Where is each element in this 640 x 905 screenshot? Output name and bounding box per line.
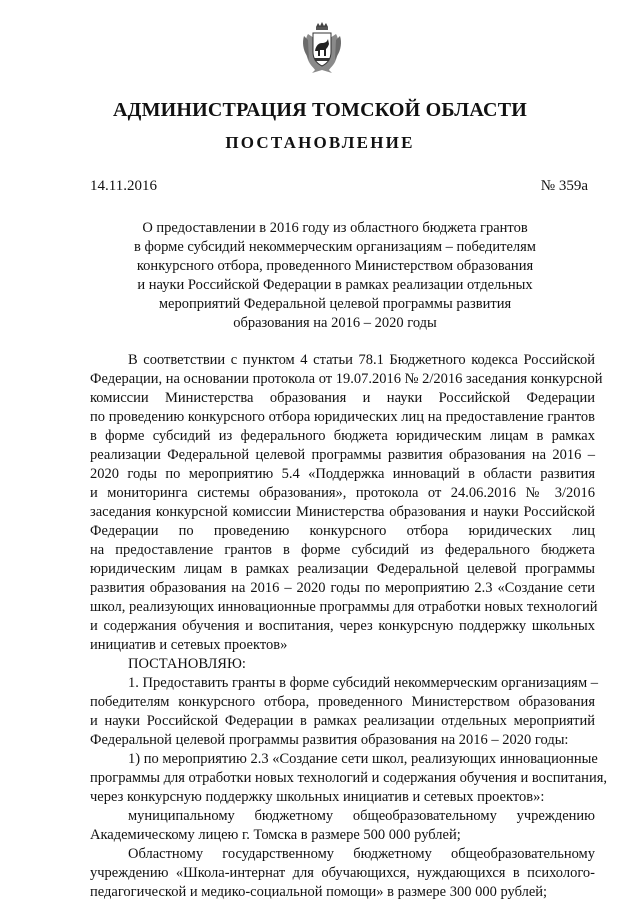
text-line: по проведению конкурсного отбора юридических лиц на предоставление грантов (90, 409, 595, 425)
coat-of-arms-emblem (302, 20, 342, 76)
text-line: муниципальному бюджетному общеобразовательному учреждению (128, 808, 595, 824)
text-line: Федеральной целевой программы развития образования на 2016 – 2020 годы: (90, 732, 569, 748)
document-date: 14.11.2016 (90, 178, 157, 194)
text-line: программы для отработки новых технологий и содержания обучения и воспитания, (90, 770, 607, 786)
text-line: развития образования на 2016 – 2020 годы по мероприятию 2.3 «Создание сети (90, 580, 595, 596)
text-line: Областному государственному бюджетному общеобразовательному (128, 846, 595, 862)
text-line: в форме субсидий из федерального бюджета юридическим лицам в рамках (90, 428, 595, 444)
text-line: 1) по мероприятию 2.3 «Создание сети школ, реализующих инновационные (128, 751, 598, 767)
text-line: Федерации по проведению конкурсного отбора юридических лиц (90, 523, 595, 539)
text-line: инициатив и сетевых проектов» (90, 637, 288, 653)
subject-line: мероприятий Федеральной целевой программы развития (158, 296, 512, 312)
item-1-paragraph (90, 674, 598, 750)
subject-line: О предоставлении в 2016 году из областного бюджета грантов (142, 220, 528, 236)
document-number: № 359а (540, 178, 588, 194)
text-line: победителям конкурсного отбора, проведенного Министерством образования (90, 694, 595, 710)
text-line: реализации Федеральной целевой программы развития образования на 2016 – (90, 447, 595, 463)
text-line: В соответствии с пунктом 4 статьи 78.1 Бюджетного кодекса Российской (128, 352, 595, 368)
text-line: юридическим лицам в рамках реализации Федеральной целевой программы (90, 561, 595, 577)
text-line: и мониторинга системы образования», протокола от 24.06.2016 № 3/2016 (90, 485, 595, 501)
text-line: 1. Предоставить гранты в форме субсидий некоммерческим организациям – (128, 675, 598, 691)
text-line: учреждению «Школа-интернат для обучающихся, нуждающихся в психолого- (90, 865, 595, 881)
text-line: Федерации, на основании протокола от 19.07.2016 № 2/2016 заседания конкурсной (90, 371, 603, 387)
subject-line: и науки Российской Федерации в рамках реализации отдельных (137, 277, 533, 293)
subject-line: конкурсного отбора, проведенного Министерством образования (136, 258, 534, 274)
text-line: на предоставление грантов в форме субсидий из федерального бюджета (90, 542, 595, 558)
recipient-boarding-school-paragraph (90, 845, 595, 902)
document-subject (130, 219, 540, 333)
preamble-paragraph (90, 351, 603, 655)
text-line: заседания конкурсной комиссии Министерства образования и науки Российской (90, 504, 595, 520)
recipient-lyceum-paragraph (90, 807, 595, 845)
text-line: и содержания обучения и воспитания, через конкурсную поддержку школьных (90, 618, 595, 634)
text-line: 2020 годы по мероприятию 5.4 «Поддержка инноваций в области развития (90, 466, 595, 482)
subject-line: образования на 2016 – 2020 годы (233, 315, 437, 331)
text-line: Академическому лицею г. Томска в размере 500 000 рублей; (90, 827, 461, 843)
document-type: ПОСТАНОВЛЕНИЕ (225, 133, 415, 152)
subject-line: в форме субсидий некоммерческим организациям – победителям (134, 239, 536, 255)
decree-word (90, 655, 595, 674)
text-line: комиссии Министерства образования и науки Российской Федерации (90, 390, 595, 406)
subitem-1-paragraph (90, 750, 607, 807)
document-body (90, 351, 607, 902)
text-line: через конкурсную поддержку школьных инициатив и сетевых проектов»: (90, 789, 545, 805)
text-line: и науки Российской Федерации в рамках реализации отдельных мероприятий (90, 713, 595, 729)
text-line: школ, реализующих инновационные программы для отработки новых технологий (90, 599, 598, 615)
text-line: педагогической и медико-социальной помощи» в размере 300 000 рублей; (90, 884, 548, 900)
text-line: ПОСТАНОВЛЯЮ: (128, 656, 246, 672)
organization-title: АДМИНИСТРАЦИЯ ТОМСКОЙ ОБЛАСТИ (112, 99, 528, 121)
